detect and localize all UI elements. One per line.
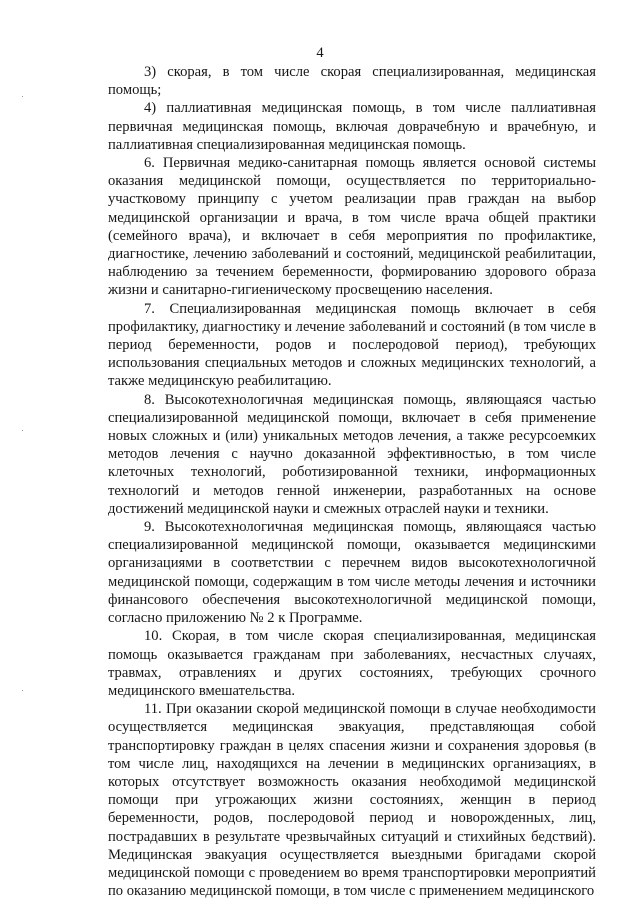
document-body [108,63,596,900]
paragraph-6: 6. Первичная медико-санитарная помощь является основой системы оказания медицинской помощи, осуществляется по территориально-участковому принципу с учетом реализации прав граждан на выбор медицинской организации и врача, в том числе врача общей практики (семейного врача), и включает в себя мероприятия по профилактике, диагностике, лечению заболеваний и состояний, медицинской реабилитации, наблюдению за течением беременности, формированию здорового образа жизни и санитарно-гигиеническому просвещению населения. [108,155,596,299]
paragraph-11: 11. При оказании скорой медицинской помощи в случае необходимости осуществляется медицинская эвакуация, представляющая собой транспортировку граждан в целях спасения жизни и сохранения здоровья (в том числе лиц, находящихся на лечении в медицинских организациях, в которых отсутствует возможность оказания необходимой медицинской помощи при угрожающих жизни состояниях, женщин в период беременности, родов, послеродовой период и новорожденных, лиц, пострадавших в результате чрезвычайных ситуаций и стихийных бедствий). Медицинская эвакуация осуществляется выездными бригадами скорой медицинской помощи с проведением во время транспортировки мероприятий по оказанию медицинской помощи, в том числе с применением медицинского [108,701,596,900]
scan-speck [22,96,23,97]
paragraph-9: 9. Высокотехнологичная медицинская помощь, являющаяся частью специализированной медицинской помощи, оказывается медицинскими организациями в соответствии с перечнем видов высокотехнологичной медицинской помощи, содержащим в том числе методы лечения и источники финансового обеспечения высокотехнологичной медицинской помощи, согласно приложению № 2 к Программе. [108,519,596,627]
paragraph-10: 10. Скорая, в том числе скорая специализированная, медицинская помощь оказывается гражданам при заболеваниях, несчастных случаях, травмах, отравлениях и других состояниях, требующих срочного медицинского вмешательства. [108,628,596,699]
paragraph-8: 8. Высокотехнологичная медицинская помощь, являющаяся частью специализированной медицинской помощи, включает в себя применение новых сложных и (или) уникальных методов лечения, а также ресурсоемких методов лечения с научно доказанной эффективностью, в том числе клеточных технологий, роботизированной техники, информационных технологий и методов генной инженерии, разработанных на основе достижений медицинской науки и смежных отраслей науки и техники. [108,391,596,517]
paragraph-7: 7. Специализированная медицинская помощь включает в себя профилактику, диагностику и лечение заболеваний и состояний (в том числе в период беременности, родов и послеродовой период), требующих использования специальных методов и сложных медицинских технологий, а также медицинскую реабилитацию. [108,300,596,390]
page-number: 4 [316,45,324,61]
paragraph-item-4: 4) паллиативная медицинская помощь, в том числе паллиативная первичная медицинская помощь, включая доврачебную и врачебную, и паллиативная специализированная медицинская помощь. [108,100,596,153]
scan-speck [22,430,23,431]
paragraph-item-3: 3) скорая, в том числе скорая специализированная, медицинская помощь; [108,64,596,99]
scan-speck [22,690,23,691]
